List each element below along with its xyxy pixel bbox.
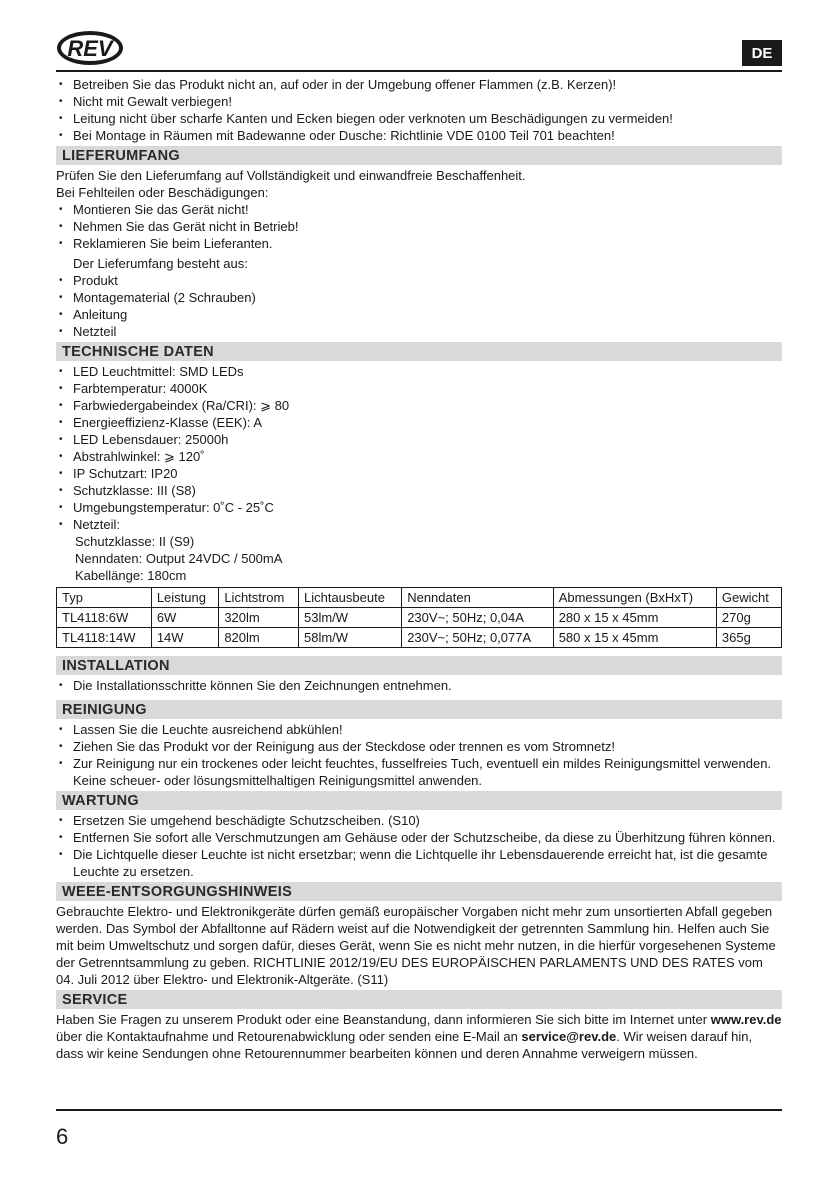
paragraph: Prüfen Sie den Lieferumfang auf Vollständigkeit und einwandfreie Beschaffenheit. xyxy=(56,168,526,183)
table-cell: 230V~; 50Hz; 0,077A xyxy=(402,628,553,648)
safety-list xyxy=(56,76,782,144)
table-header-row xyxy=(57,588,782,608)
table-cell: 320lm xyxy=(219,608,299,628)
list-item: • Umgebungstemperatur: 0˚C - 25˚C xyxy=(56,499,782,516)
service-text: . Wir weisen darauf hin, dass wir keine Sendungen ohne Retourennummer bearbeiten können und deren Annahme verweigern müssen. xyxy=(56,1029,753,1061)
logo-text: REV xyxy=(67,36,113,61)
table-cell: 820lm xyxy=(219,628,299,648)
list-item: • Die Lichtquelle dieser Leuchte ist nicht ersetzbar; wenn die Lichtquelle ihr Lebensdauerende erreicht hat, ist die gesamte Leuchte zu ersetzen. xyxy=(56,846,782,880)
table-cell: 270g xyxy=(716,608,781,628)
installation-list xyxy=(56,677,782,694)
list-item: • Nehmen Sie das Gerät nicht in Betrieb! xyxy=(56,218,782,235)
netzteil-detail: Kabellänge: 180cm xyxy=(75,568,187,583)
list-item: • Anleitung xyxy=(56,306,782,323)
section-heading-installation: INSTALLATION xyxy=(56,656,782,675)
specs-list xyxy=(56,363,782,533)
list-item: • Schutzklasse: III (S8) xyxy=(56,482,782,499)
weee-paragraph: Gebrauchte Elektro- und Elektronikgeräte dürfen gemäß europäischer Vorgaben nicht mehr zum unsortierten Abfall gegeben werden. Das Symbol der Abfalltonne auf Rädern weist auf die Notwendigkeit der getrennten Sammlung hin. Helfen auch Sie mit beim Umweltschutz und sorgen dafür, dieses Gerät, wenn Sie es nicht mehr nutzen, in die hierfür vorgesehenen Systeme der Getrenntsammlung zu geben. RICHTLINIE 2012/19/EU DES EUROPÄISCHEN PARLAMENTS UND DES RATES vom 04. Juli 2012 über Elektro- und Elektronik-Altgeräte. (S11) xyxy=(56,904,776,987)
table-header-cell: Lichtstrom xyxy=(219,588,299,608)
list-item: • Entfernen Sie sofort alle Verschmutzungen am Gehäuse oder der Schutzscheibe, da diese zu Überhitzung führen können. xyxy=(56,829,782,846)
table-cell: TL4118:6W xyxy=(57,608,152,628)
service-paragraph xyxy=(56,1011,782,1062)
list-item: • Reklamieren Sie beim Lieferanten. xyxy=(56,235,782,252)
table-row xyxy=(57,608,782,628)
list-item: • Die Installationsschritte können Sie den Zeichnungen entnehmen. xyxy=(56,677,782,694)
table-header-cell: Nenndaten xyxy=(402,588,553,608)
section-heading-lieferumfang: LIEFERUMFANG xyxy=(56,146,782,165)
page-number: 6 xyxy=(56,1124,69,1149)
manual-content xyxy=(56,76,782,1062)
list-item: • Leitung nicht über scharfe Kanten und Ecken biegen oder verknoten um Beschädigungen zu vermeiden! xyxy=(56,110,782,127)
rev-logo xyxy=(54,26,126,70)
table-cell: 230V~; 50Hz; 0,04A xyxy=(402,608,553,628)
table-row xyxy=(57,628,782,648)
list-item: • Produkt xyxy=(56,272,782,289)
website-link[interactable]: www.rev.de xyxy=(710,1012,782,1027)
email-link[interactable]: service@rev.de xyxy=(521,1029,617,1044)
section-heading-wartung: WARTUNG xyxy=(56,791,782,810)
service-text: Haben Sie Fragen zu unserem Produkt oder eine Beanstandung, dann informieren Sie sich bitte im Internet unter xyxy=(56,1012,711,1027)
table-cell: 280 x 15 x 45mm xyxy=(553,608,716,628)
list-item: • Nicht mit Gewalt verbiegen! xyxy=(56,93,782,110)
table-cell: TL4118:14W xyxy=(57,628,152,648)
table-header-cell: Lichtausbeute xyxy=(298,588,401,608)
list-item: • Ziehen Sie das Produkt vor der Reinigung aus der Steckdose oder trennen es vom Stromnetz! xyxy=(56,738,782,755)
section-heading-technische-daten: TECHNISCHE DATEN xyxy=(56,342,782,361)
list-item: • LED Leuchtmittel: SMD LEDs xyxy=(56,363,782,380)
footer-divider xyxy=(56,1109,782,1111)
table-cell: 6W xyxy=(151,608,219,628)
list-item: • Farbtemperatur: 4000K xyxy=(56,380,782,397)
netzteil-detail: Schutzklasse: II (S9) xyxy=(75,534,195,549)
service-text: über die Kontaktaufnahme und Retourenabwicklung oder senden eine E-Mail an xyxy=(56,1029,522,1044)
spec-table xyxy=(56,587,782,648)
list-item: • LED Lebensdauer: 25000h xyxy=(56,431,782,448)
header-divider xyxy=(56,70,782,72)
table-cell: 580 x 15 x 45mm xyxy=(553,628,716,648)
list-item: • Abstrahlwinkel: ⩾ 120˚ xyxy=(56,448,782,465)
table-cell: 53lm/W xyxy=(298,608,401,628)
language-badge: DE xyxy=(742,40,782,66)
list-item: • Montieren Sie das Gerät nicht! xyxy=(56,201,782,218)
table-header-cell: Typ xyxy=(57,588,152,608)
table-header-cell: Leistung xyxy=(151,588,219,608)
list-item: • Betreiben Sie das Produkt nicht an, auf oder in der Umgebung offener Flammen (z.B. Kerzen)! xyxy=(56,76,782,93)
paragraph: Bei Fehlteilen oder Beschädigungen: xyxy=(56,185,269,200)
table-cell: 365g xyxy=(716,628,781,648)
list-item: • Farbwiedergabeindex (Ra/CRI): ⩾ 80 xyxy=(56,397,782,414)
maintenance-list xyxy=(56,812,782,880)
table-header-cell: Gewicht xyxy=(716,588,781,608)
table-header-cell: Abmessungen (BxHxT) xyxy=(553,588,716,608)
list-item: • Ersetzen Sie umgehend beschädigte Schutzscheiben. (S10) xyxy=(56,812,782,829)
defect-list xyxy=(56,201,782,252)
list-item: • Netzteil: xyxy=(56,516,782,533)
list-item: • Energieeffizienz-Klasse (EEK): A xyxy=(56,414,782,431)
list-item: • Netzteil xyxy=(56,323,782,340)
list-item: • Lassen Sie die Leuchte ausreichend abkühlen! xyxy=(56,721,782,738)
contents-list xyxy=(56,272,782,340)
table-cell: 58lm/W xyxy=(298,628,401,648)
list-item: • Montagematerial (2 Schrauben) xyxy=(56,289,782,306)
paragraph: Der Lieferumfang besteht aus: xyxy=(73,256,248,271)
list-item: • IP Schutzart: IP20 xyxy=(56,465,782,482)
list-item: • Zur Reinigung nur ein trockenes oder leicht feuchtes, fusselfreies Tuch, eventuell ein mildes Reinigungsmittel verwenden. Keine scheuer- oder lösungsmittelhaltigen Reinigungsmittel anwenden. xyxy=(56,755,782,789)
cleaning-list xyxy=(56,721,782,789)
section-heading-service: SERVICE xyxy=(56,990,782,1009)
section-heading-reinigung: REINIGUNG xyxy=(56,700,782,719)
list-item: • Bei Montage in Räumen mit Badewanne oder Dusche: Richtlinie VDE 0100 Teil 701 beachten! xyxy=(56,127,782,144)
section-heading-weee: WEEE-ENTSORGUNGSHINWEIS xyxy=(56,882,782,901)
netzteil-detail: Nenndaten: Output 24VDC / 500mA xyxy=(75,551,283,566)
table-cell: 14W xyxy=(151,628,219,648)
